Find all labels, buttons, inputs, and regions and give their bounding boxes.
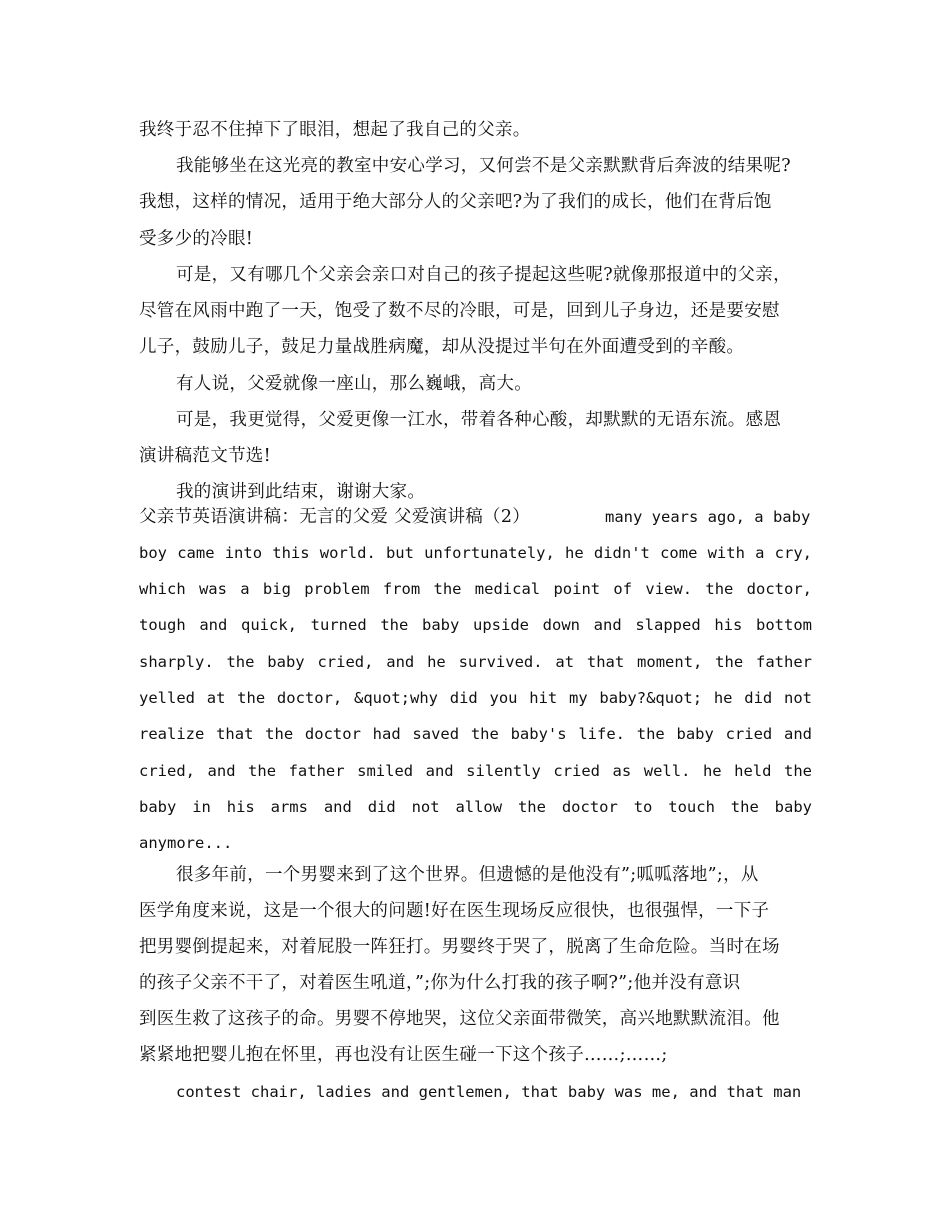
text-line: cried, and the father smiled and silently cried as well. he held the <box>139 762 812 780</box>
text-line: 有人说，父爱就像一座山，那么巍峨，高大。 <box>176 374 532 394</box>
text-line: which was a big problem from the medical point of view. the doctor, <box>139 580 812 598</box>
text-line: 演讲稿范文节选! <box>139 446 271 466</box>
text-line: 可是，又有哪几个父亲会亲口对自己的孩子提起这些呢?就像那报道中的父亲， <box>176 265 791 285</box>
text-line: boy came into this world. but unfortunately, he didn't come with a cry, <box>139 544 812 562</box>
section-title: 父亲节英语演讲稿：无言的父爱 父爱演讲稿（2） <box>139 507 531 527</box>
text-line: 紧紧地把婴儿抱在怀里，再也没有让医生碰一下这个孩子……;……; <box>139 1045 668 1065</box>
text-line: anymore... <box>139 834 233 852</box>
text-line: baby in his arms and did not allow the doctor to touch the baby <box>139 798 812 816</box>
text-line: 的孩子父亲不干了，对着医生吼道，”;你为什么打我的孩子啊?”;他并没有意识 <box>139 973 741 993</box>
text-line: many years ago, a baby <box>605 508 811 526</box>
text-line: 受多少的冷眼! <box>139 229 254 249</box>
text-line: sharply. the baby cried, and he survived. at that moment, the father <box>139 653 812 671</box>
text-line: 儿子，鼓励儿子，鼓足力量战胜病魔，却从没提过半句在外面遭受到的辛酸。 <box>139 337 745 357</box>
text-line: 可是，我更觉得，父爱更像一江水，带着各种心酸，却默默的无语东流。感恩 <box>176 410 782 430</box>
text-line: 我的演讲到此结束，谢谢大家。 <box>176 482 426 502</box>
text-line: 很多年前，一个男婴来到了这个世界。但遗憾的是他没有”;呱呱落地”;，从 <box>176 865 759 885</box>
text-line: tough and quick, turned the baby upside down and slapped his bottom <box>139 616 812 634</box>
text-line: 到医生救了这孩子的命。男婴不停地哭，这位父亲面带微笑，高兴地默默流泪。他 <box>139 1009 780 1029</box>
text-line: 我终于忍不住掉下了眼泪，想起了我自己的父亲。 <box>139 120 531 140</box>
text-line: yelled at the doctor, &quot;why did you hit my baby?&quot; he did not <box>139 689 812 707</box>
text-line: 我能够坐在这光亮的教室中安心学习，又何尝不是父亲默默背后奔波的结果呢? <box>176 156 791 176</box>
text-line: contest chair, ladies and gentlemen, that baby was me, and that man <box>176 1083 802 1101</box>
text-line: 把男婴倒提起来，对着屁股一阵狂打。男婴终于哭了，脱离了生命危险。当时在场 <box>139 937 780 957</box>
text-line: realize that the doctor had saved the baby's life. the baby cried and <box>139 725 812 743</box>
text-line: 医学角度来说，这是一个很大的问题!好在医生现场反应很快，也很强悍，一下子 <box>139 901 770 921</box>
text-line: 尽管在风雨中跑了一天，饱受了数不尽的冷眼，可是，回到儿子身边，还是要安慰 <box>139 301 780 321</box>
text-line: 我想，这样的情况，适用于绝大部分人的父亲吧?为了我们的成长，他们在背后饱 <box>139 192 772 212</box>
